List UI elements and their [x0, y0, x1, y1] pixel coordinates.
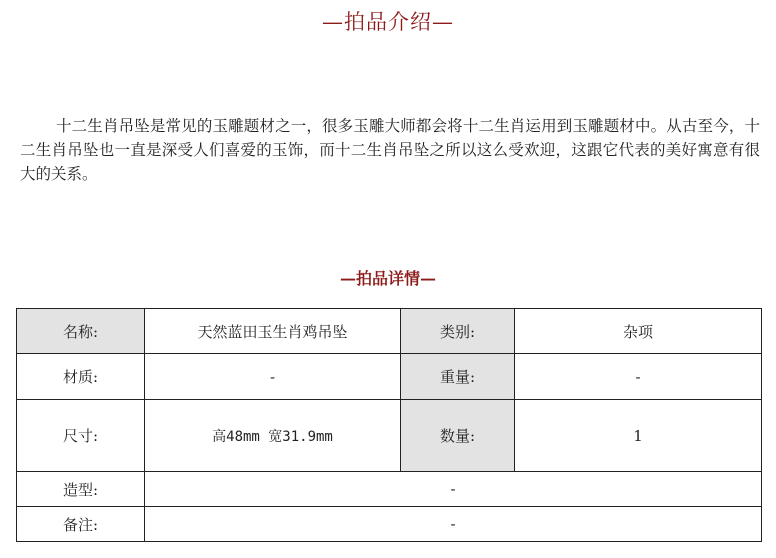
- table-row: [17, 354, 762, 400]
- table-row: [17, 309, 762, 354]
- shape-label: 造型:: [17, 472, 145, 507]
- table-row: [17, 472, 762, 507]
- table-row: [17, 400, 762, 472]
- remarks-label: 备注:: [17, 507, 145, 542]
- shape-value: -: [145, 472, 762, 507]
- remarks-value: -: [145, 507, 762, 542]
- weight-value: -: [515, 354, 762, 400]
- material-label: 材质:: [17, 354, 145, 400]
- quantity-label: 数量:: [401, 400, 515, 472]
- material-value: -: [145, 354, 401, 400]
- size-label: 尺寸:: [17, 400, 145, 472]
- name-label: 名称:: [17, 309, 145, 354]
- table-row: [17, 507, 762, 542]
- category-value: 杂项: [515, 309, 762, 354]
- category-label: 类别:: [401, 309, 515, 354]
- name-value: 天然蓝田玉生肖鸡吊坠: [145, 309, 401, 354]
- size-value: 高48mm 宽31.9mm: [145, 400, 401, 472]
- intro-heading: —拍品介绍—: [322, 10, 454, 34]
- details-table: [16, 308, 762, 542]
- intro-paragraph: 十二生肖吊坠是常见的玉雕题材之一，很多玉雕大师都会将十二生肖运用到玉雕题材中。从古至今，十二生肖吊坠也一直是深受人们喜爱的玉饰，而十二生肖吊坠之所以这么受欢迎，这跟它代表的美好寓意有很大的关系。: [20, 117, 760, 183]
- weight-label: 重量:: [401, 354, 515, 400]
- details-heading: —拍品详情—: [339, 269, 436, 288]
- quantity-value: 1: [515, 400, 762, 472]
